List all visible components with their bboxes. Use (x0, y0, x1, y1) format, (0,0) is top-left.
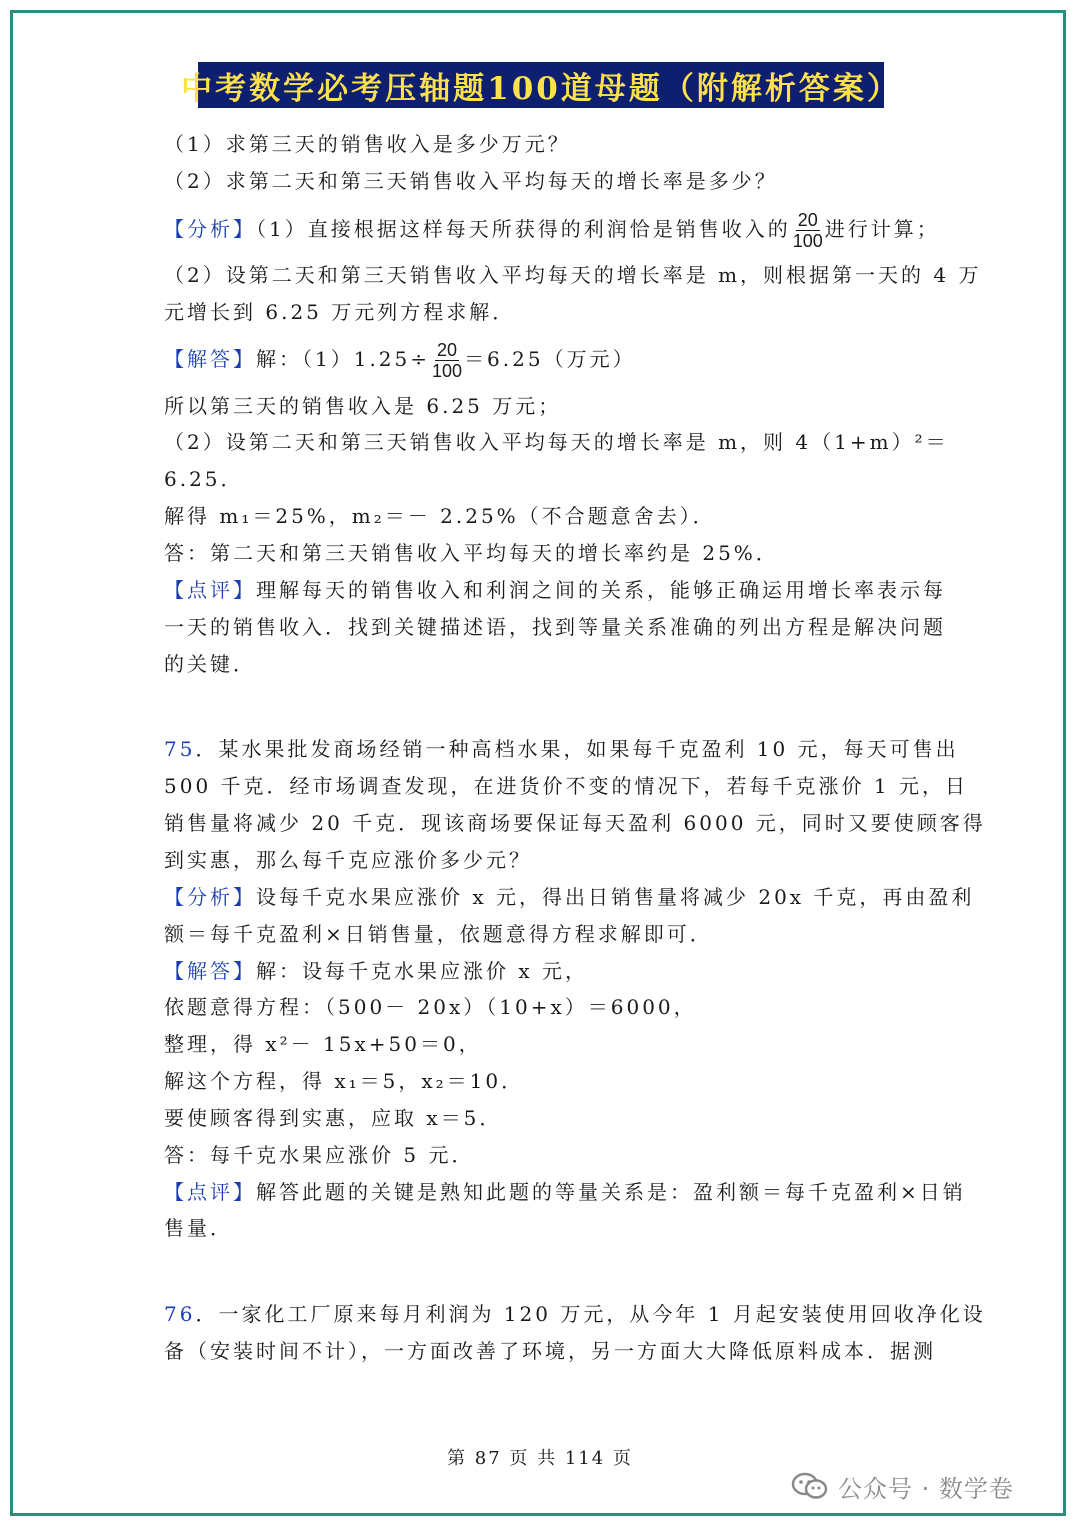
q75-stem-line-4: 到实惠，那么每千克应涨价多少元？ (164, 848, 532, 872)
answer-tag: 【解答】 (164, 347, 256, 371)
comment-text: 理解每天的销售收入和利润之间的关系，能够正确运用增长率表示每 (256, 578, 946, 602)
q75-stem-line-3: 销售量将减少 20 千克．现该商场要保证每天盈利 6000 元，同时又要使顾客得 (164, 811, 986, 835)
analysis-tag: 【分析】 (164, 217, 256, 241)
page-number: 第 87 页 共 114 页 (447, 1448, 633, 1469)
analysis-text: （1）直接根据这样每天所获得的利润恰是销售收入的 (256, 217, 791, 241)
wechat-icon (790, 1471, 830, 1501)
q76-stem-text: ．一家化工厂原来每月利润为 120 万元，从今年 1 月起安装使用回收净化设 (195, 1302, 986, 1326)
fraction-numerator: 20 (437, 340, 458, 360)
q75-step-5: 答：每千克水果应涨价 5 元． (164, 1143, 475, 1167)
q75-analysis (164, 883, 975, 911)
answer-tag: 【解答】 (164, 959, 256, 983)
q76-stem-line-1 (164, 1300, 986, 1328)
fraction-denominator: 100 (792, 231, 823, 251)
q75-stem-line-2: 500 千克．经市场调查发现，在进货价不变的情况下，若每千克涨价 1 元，日 (164, 774, 968, 798)
q75-step-1: 依题意得方程：（500－ 20x）（10+x）＝6000， (164, 995, 697, 1019)
analysis-text: 设每千克水果应涨价 x 元，得出日销售量将减少 20x 千克，再由盈利 (256, 885, 975, 909)
q74-analysis-2-line-1: （2）设第二天和第三天销售收入平均每天的增长率是 m，则根据第一天的 4 万 (164, 263, 982, 287)
q74-line-1: （1）求第三天的销售收入是多少万元？ (164, 132, 571, 156)
fraction-denominator: 100 (432, 361, 463, 381)
q74-step-1: 所以第三天的销售收入是 6.25 万元； (164, 394, 562, 418)
question-number: 75 (164, 737, 196, 761)
fraction (793, 210, 823, 251)
q74-analysis-2-line-2: 元增长到 6.25 万元列方程求解． (164, 300, 516, 324)
q74-analysis (164, 210, 940, 251)
fraction (432, 340, 462, 381)
q75-comment-line-2: 售量． (164, 1216, 233, 1240)
q74-step-3: 6.25． (164, 467, 244, 491)
q74-answer (164, 340, 924, 381)
q74-comment (164, 576, 946, 604)
q75-analysis-line-2: 额＝每千克盈利×日销售量，依题意得方程求解即可． (164, 922, 713, 946)
watermark (790, 1466, 1014, 1506)
q75-stem-line-1 (164, 735, 959, 763)
q75-step-3: 解这个方程，得 x₁＝5，x₂＝10． (164, 1069, 525, 1093)
q75-step-4: 要使顾客得到实惠，应取 x＝5． (164, 1106, 503, 1130)
answer-post: ＝6.25（万元） (464, 347, 636, 371)
answer-pre: 解：（1）1.25÷ (256, 347, 431, 371)
q75-comment (164, 1178, 966, 1206)
watermark-text: 公众号 · 数学卷 (838, 1474, 1014, 1503)
comment-tag: 【点评】 (164, 1180, 256, 1204)
q75-step-2: 整理，得 x²－ 15x+50＝0， (164, 1032, 482, 1056)
q74-comment-line-2: 一天的销售收入．找到关键描述语，找到等量关系准确的列出方程是解决问题 (164, 615, 946, 639)
q74-step-5: 答：第二天和第三天销售收入平均每天的增长率约是 25%． (164, 541, 779, 565)
q75-answer (164, 957, 924, 985)
q75-stem-text: ．某水果批发商场经销一种高档水果，如果每千克盈利 10 元，每天可售出 (195, 737, 959, 761)
q76-stem-line-2: 备（安装时间不计），一方面改善了环境，另一方面大大降低原料成本．据测 (164, 1339, 936, 1363)
answer-text: 解：设每千克水果应涨价 x 元， (256, 959, 588, 983)
q74-line-2: （2）求第二天和第三天销售收入平均每天的增长率是多少？ (164, 169, 778, 193)
analysis-tag: 【分析】 (164, 885, 256, 909)
q74-step-2: （2）设第二天和第三天销售收入平均每天的增长率是 m，则 4（1+m）²＝ (164, 430, 949, 454)
question-number: 76 (164, 1302, 196, 1326)
analysis-tail: 进行计算； (824, 217, 940, 241)
comment-text: 解答此题的关键是熟知此题的等量关系是：盈利额＝每千克盈利×日销 (256, 1180, 966, 1204)
comment-tag: 【点评】 (164, 578, 256, 602)
q74-comment-line-3: 的关键． (164, 652, 256, 676)
page-title: 中考数学必考压轴题100道母题（附解析答案） (198, 62, 884, 108)
fraction-numerator: 20 (797, 210, 818, 230)
q74-step-4: 解得 m₁＝25%，m₂＝－ 2.25%（不合题意舍去）． (164, 504, 716, 528)
